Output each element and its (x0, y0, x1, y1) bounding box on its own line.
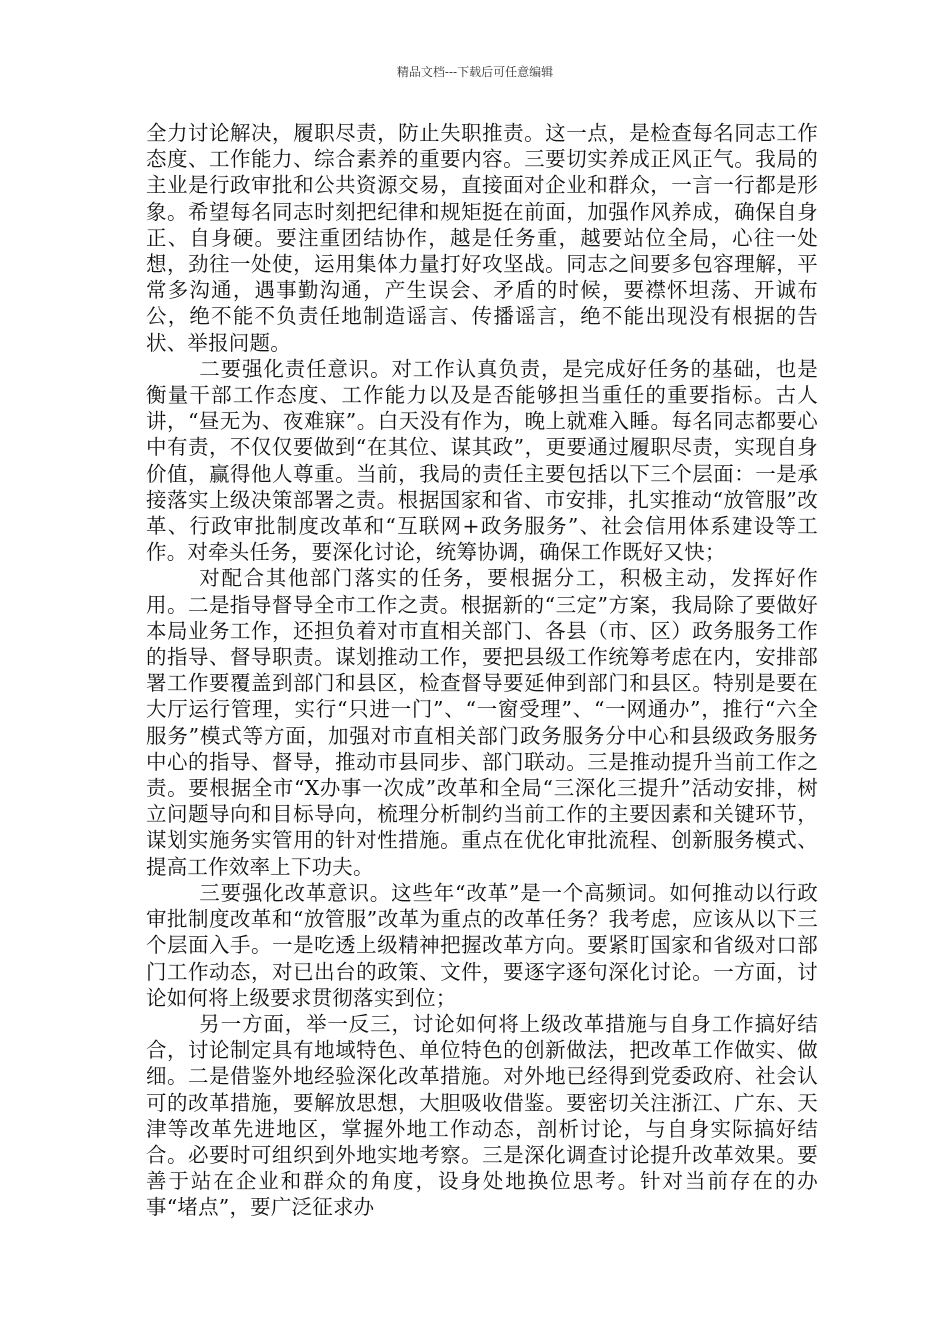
paragraph-continued: 全力讨论解决，履职尽责，防止失职推责。这一点，是检查每名同志工作态度、工作能力、综合素养的重要内容。三要切实养成正风正气。我局的主业是行政审批和公共资源交易，直接面对企业和群众，一言一行都是形象。希望每名同志时刻把纪律和规矩挺在前面，加强作风养成，确保自身正、自身硬。要注重团结协作，越是任务重，越要站位全局，心往一处想，劲往一处使，运用集体力量打好攻坚战。同志之间要多包容理解，平常多沟通，遇事勤沟通，产生误会、矛盾的时候，要襟怀坦荡、开诚布公，绝不能不负责任地制造谣言、传播谣言，绝不能出现没有根据的告状、举报问题。 (146, 121, 818, 355)
document-body (146, 120, 818, 1221)
page-header: 精品文档---下载后可任意编辑 (396, 65, 554, 79)
paragraph-coordination: 对配合其他部门落实的任务，要根据分工，积极主动，发挥好作用。二是指导督导全市工作之责。根据新的“三定”方案，我局除了要做好本局业务工作，还担负着对市直相关部门、各县（市、区）政务服务工作的指导、督导职责。谋划推动工作，要把县级工作统筹考虑在内，安排部署工作要覆盖到部门和县区，检查督导要延伸到部门和县区。特别是要在大厅运行管理，实行“只进一门”、“一窗受理”、“一网通办”，推行“六全服务”模式等方面，加强对市直相关部门政务服务分中心和县级政务服务中心的指导、督导，推动市县同步、部门联动。三是推动提升当前工作之责。要根据全市“X办事一次成”改革和全局“三深化三提升”活动安排，树立问题导向和目标导向，梳理分析制约当前工作的主要因素和关键环节，谋划实施务实管用的针对性措施。重点在优化审批流程、创新服务模式、提高工作效率上下功夫。 (146, 566, 818, 879)
paragraph-reform-continued: 另一方面，举一反三，讨论如何将上级改革措施与自身工作搞好结合，讨论制定具有地域特色、单位特色的创新做法，把改革工作做实、做细。二是借鉴外地经验深化改革措施。对外地已经得到党委政府、社会认可的改革措施，要解放思想，大胆吸收借鉴。要密切关注浙江、广东、天津等改革先进地区，掌握外地工作动态，剖析讨论，与自身实际搞好结合。必要时可组织到外地实地考察。三是深化调查讨论提升改革效果。要善于站在企业和群众的角度，设身处地换位思考。针对当前存在的办事“堵点”，要广泛征求办 (146, 1011, 818, 1220)
paragraph-reform: 三要强化改革意识。这些年“改革”是一个高频词。如何推动以行政审批制度改革和“放管服”改革为重点的改革任务？我考虑，应该从以下三个层面入手。一是吃透上级精神把握改革方向。要紧盯国家和省级对口部门工作动态，对已出台的政策、文件，要逐字逐句深化讨论。一方面，讨论如何将上级要求贯彻落实到位； (146, 880, 818, 1010)
paragraph-responsibility: 二要强化责任意识。对工作认真负责，是完成好任务的基础，也是衡量干部工作态度、工作能力以及是否能够担当重任的重要指标。古人讲，“昼无为、夜难寐”。白天没有作为，晚上就难入睡。每名同志都要心中有责，不仅仅要做到“在其位、谋其政”，更要通过履职尽责，实现自身价值，赢得他人尊重。当前，我局的责任主要包括以下三个层面：一是承接落实上级决策部署之责。根据国家和省、市安排，扎实推动“放管服”改革、行政审批制度改革和“互联网+政务服务”、社会信用体系建设等工作。对牵头任务，要深化讨论，统筹协调，确保工作既好又快； (146, 356, 818, 565)
